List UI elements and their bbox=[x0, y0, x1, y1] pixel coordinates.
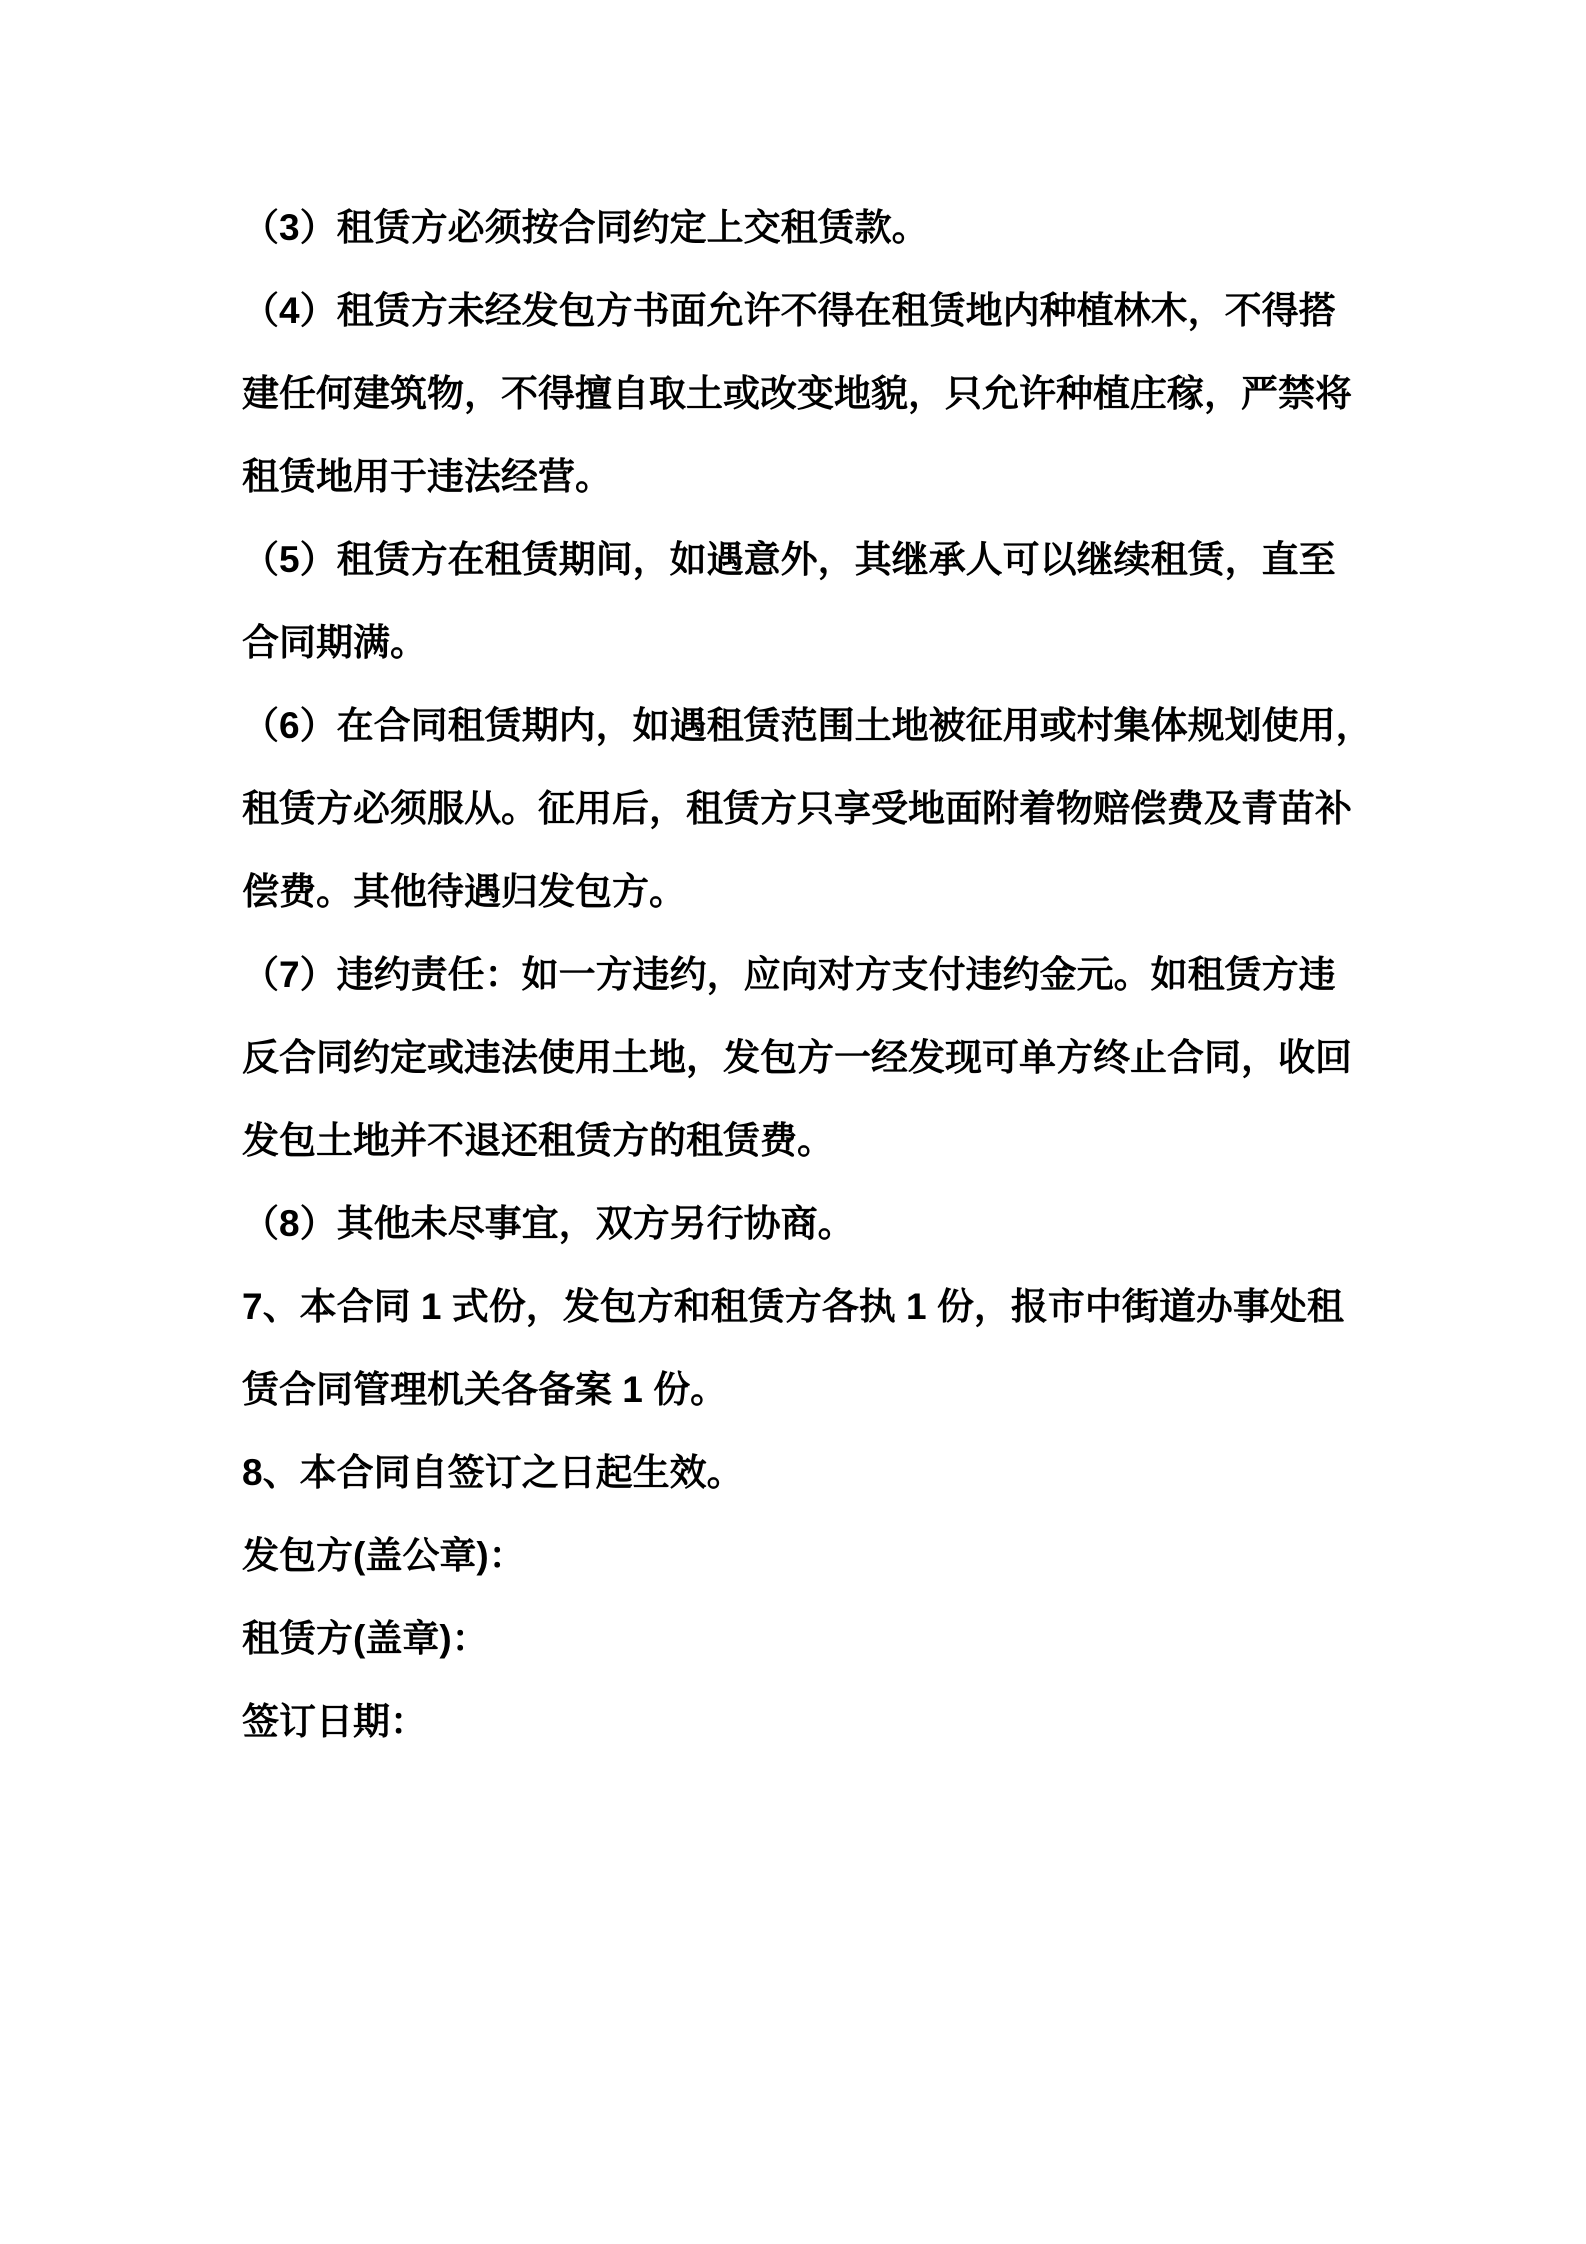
text-line: （8）其他未尽事宜，双方另行协商。 bbox=[242, 1203, 855, 1244]
text-line: 签订日期： bbox=[242, 1701, 427, 1742]
paragraph-clause-4 bbox=[242, 269, 1352, 518]
text-line: （4）租赁方未经发包方书面允许不得在租赁地内种植林木，不得搭 bbox=[242, 290, 1336, 331]
paragraph-clause-6 bbox=[242, 684, 1373, 933]
text-line: 租赁地用于违法经营。 bbox=[242, 456, 612, 497]
text-line: 发包土地并不退还租赁方的租赁费。 bbox=[242, 1120, 834, 1161]
paragraph-signing-date-line bbox=[242, 1680, 1352, 1763]
text-line: 偿费。其他待遇归发包方。 bbox=[242, 871, 686, 912]
paragraph-party-a-seal-line bbox=[242, 1514, 1352, 1597]
text-line: 8、本合同自签订之日起生效。 bbox=[242, 1452, 744, 1493]
text-line: 租赁方(盖章)： bbox=[242, 1618, 489, 1659]
text-line: 合同期满。 bbox=[242, 622, 427, 663]
contract-text-block bbox=[242, 186, 1373, 1763]
paragraph-clause-5 bbox=[242, 518, 1352, 684]
paragraph-clause-7 bbox=[242, 933, 1352, 1182]
text-line: 租赁方必须服从。征用后，租赁方只享受地面附着物赔偿费及青苗补 bbox=[242, 788, 1352, 829]
paragraph-clause-8 bbox=[242, 1182, 1352, 1265]
text-line: 7、本合同 1 式份，发包方和租赁方各执 1 份，报市中街道办事处租 bbox=[242, 1286, 1344, 1327]
text-line: （7）违约责任：如一方违约，应向对方支付违约金元。如租赁方违 bbox=[242, 954, 1336, 995]
text-line: （6）在合同租赁期内，如遇租赁范围土地被征用或村集体规划使用， bbox=[242, 705, 1373, 746]
text-line: 建任何建筑物，不得擅自取土或改变地貌，只允许种植庄稼，严禁将 bbox=[242, 373, 1352, 414]
paragraph-party-b-seal-line bbox=[242, 1597, 1352, 1680]
text-line: 发包方(盖公章)： bbox=[242, 1535, 526, 1576]
paragraph-clause-3 bbox=[242, 186, 1352, 269]
paragraph-item-7-copies bbox=[242, 1265, 1352, 1431]
paragraph-item-8-effective-date bbox=[242, 1431, 1352, 1514]
text-line: （5）租赁方在租赁期间，如遇意外，其继承人可以继续租赁，直至 bbox=[242, 539, 1336, 580]
text-line: 反合同约定或违法使用土地，发包方一经发现可单方终止合同，收回 bbox=[242, 1037, 1352, 1078]
text-line: （3）租赁方必须按合同约定上交租赁款。 bbox=[242, 207, 929, 248]
text-line: 赁合同管理机关各备案 1 份。 bbox=[242, 1369, 728, 1410]
